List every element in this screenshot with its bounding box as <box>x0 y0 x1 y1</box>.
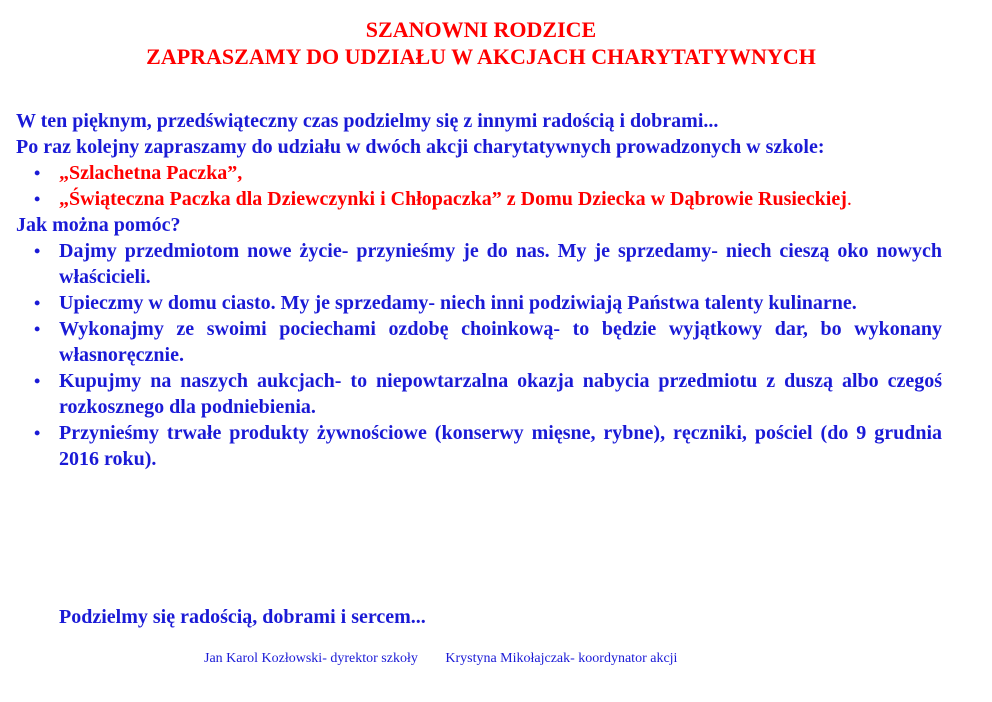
coordinator-signature: Krystyna Mikołajczak- koordynator akcji <box>445 651 678 666</box>
list-item <box>16 420 942 472</box>
bullet-icon: • <box>34 293 41 313</box>
heading-line-1: SZANOWNI RODZICE <box>365 17 597 42</box>
help-item-text: Dajmy przedmiotom nowe życie- przynieśmy je do nas. My je sprzedamy- niech cieszą oko nowych właścicieli. <box>59 240 942 288</box>
list-item <box>16 368 942 420</box>
bullet-icon: • <box>34 163 41 183</box>
action-name: „Świąteczna Paczka dla Dziewczynki i Chłopaczka” z Domu Dziecka w Dąbrowie Rusieckiej <box>59 188 847 210</box>
help-item-text: Kupujmy na naszych aukcjach- to niepowtarzalna okazja nabycia przedmiotu z duszą albo czegoś rozkosznego dla podniebienia. <box>59 370 942 418</box>
bullet-icon: • <box>34 423 41 443</box>
help-item-text: Przynieśmy trwałe produkty żywnościowe (konserwy mięsne, rybne), ręczniki, pościel (do 9 grudnia 2016 roku). <box>59 422 942 470</box>
help-question: Jak można pomóc? <box>16 214 181 236</box>
bullet-icon: • <box>34 371 41 391</box>
document-body <box>16 108 942 472</box>
heading-line-2: ZAPRASZAMY DO UDZIAŁU W AKCJACH CHARYTATYWNYCH <box>146 44 816 69</box>
action-name: „Szlachetna Paczka”, <box>59 162 243 184</box>
list-item <box>16 290 942 316</box>
help-list <box>16 238 942 472</box>
list-item <box>16 160 942 186</box>
intro-line-2: Po raz kolejny zapraszamy do udziału w dwóch akcji charytatywnych prowadzonych w szkole: <box>16 136 825 158</box>
bullet-icon: • <box>34 319 41 339</box>
list-item <box>16 186 942 212</box>
help-item-text: Wykonajmy ze swoimi pociechami ozdobę choinkową- to będzie wyjątkowy dar, bo wykonany własnoręcznie. <box>59 318 942 366</box>
bullet-icon: • <box>34 189 41 209</box>
actions-list <box>16 160 942 212</box>
document-heading <box>0 16 962 70</box>
closing-line: Podzielmy się radością, dobrami i sercem... <box>59 606 426 628</box>
action-suffix: . <box>846 188 852 210</box>
intro-line-1: W ten pięknym, przedświąteczny czas podzielmy się z innymi radością i dobrami... <box>16 110 719 132</box>
list-item <box>16 316 942 368</box>
help-item-text: Upieczmy w domu ciasto. My je sprzedamy- niech inni podziwiają Państwa talenty kulinarne. <box>59 292 857 314</box>
list-item <box>16 238 942 290</box>
bullet-icon: • <box>34 241 41 261</box>
signatures <box>204 650 677 668</box>
director-signature: Jan Karol Kozłowski- dyrektor szkoły <box>204 651 418 666</box>
